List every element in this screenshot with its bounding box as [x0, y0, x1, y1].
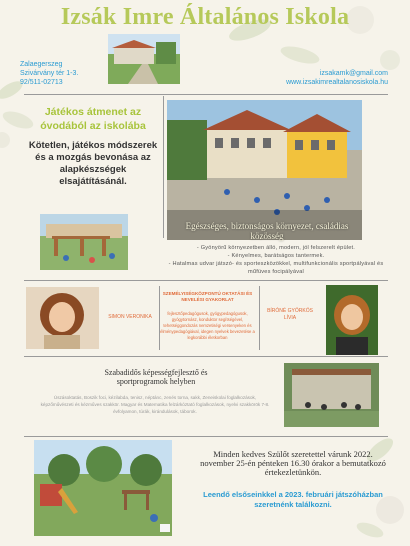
sports-hall-photo: [284, 363, 379, 427]
divider-top: [24, 94, 388, 95]
divider-lower: [24, 356, 388, 357]
children-playground-photo: [40, 214, 128, 270]
programs-body: Úszásoktatás, Boszik foci, kézilabda, tenisz, néptánc, zenés torna, sakk, Zeneiskolai foglalkozások, képzőművészeti és kézműves szakkör. Magyar és Matematika felzárkóztató foglalkozások, nyelvi szakkörök 7-8. évfolyamon, túrák, kirándulások, táborok.: [40, 395, 270, 414]
lead-body: Kötetlen, játékos módszerek és a mozgás bevonása az alapkészségek elsajátításánál.: [28, 140, 158, 187]
teacher-name-right: BÍRÓNÉ GYŐRKÖS LÍVIA: [267, 308, 313, 321]
divider-vertical-teachers-right: [259, 286, 260, 350]
services-body: fejlesztőpedagógusok, gyógypedagógusok, gyógytornász, konduktor segítségével, tehetséggondozás nemzetiségi versenyeken és élménypedagógiával, idegen nyelvek bevezetése a legkorábbi életkorban: [160, 311, 255, 340]
floral-decoration-bottom-right: [350, 420, 410, 546]
programs-title: Szabadidős képességfejlesztő és sportprogramok helyben: [104, 368, 208, 386]
features-list: [160, 244, 392, 276]
divider-vertical-left: [163, 96, 164, 238]
school-building-photo: [167, 100, 362, 240]
feature-item: - Gyönyörű környezetben álló, modern, jól felszerelt épület.: [196, 245, 356, 251]
address-city: Zalaegerszeg: [20, 61, 63, 68]
teacher-photo-right: [326, 285, 378, 355]
address-phone: 92/511-02713: [20, 79, 63, 86]
address-street: Szivárvány tér 1-3.: [20, 70, 79, 77]
services-title: SZEMÉLYISÉGKÖZPONTÚ OKTATÁSI ÉS NEVELÉSI GYAKORLAT: [162, 291, 253, 302]
feature-item: - Kényelmes, barátságos tantermek.: [227, 253, 325, 259]
email-link[interactable]: izsakamk@gmail.com: [319, 70, 388, 77]
divider-bottom: [24, 436, 388, 437]
website-link[interactable]: www.izsakimrealtalanosiskola.hu: [286, 79, 388, 86]
contact-info: [286, 69, 388, 87]
feature-item: - Hatalmas udvar játszó- és sporteszközökkel, multifunkcionális sportpályával és műfüves focipályával: [168, 261, 384, 275]
page-title: Izsák Imre Általános Iskola: [60, 4, 350, 30]
teacher-photo-left: [26, 287, 99, 349]
teacher-name-left: SIMON VERONIKA: [108, 314, 152, 320]
school-address: [20, 60, 78, 87]
playground-photo: [34, 440, 172, 536]
school-building-photo-small: [108, 34, 180, 84]
invitation-main: Minden kedves Szülőt szeretettel várunk 2022. november 25-én pénteken 16.30 órakor a bemutatkozó értekezletünkön.: [200, 449, 386, 477]
lead-title: Játékos átmenet az óvodából az iskolába: [40, 106, 146, 132]
school-photo-caption: Egészséges, biztonságos környezet, családias közösség: [185, 221, 349, 241]
invitation-secondary: Leendő elsőseinkkel a 2023. februári játszóházban szeretnénk találkozni.: [203, 490, 383, 509]
divider-middle: [24, 280, 388, 281]
